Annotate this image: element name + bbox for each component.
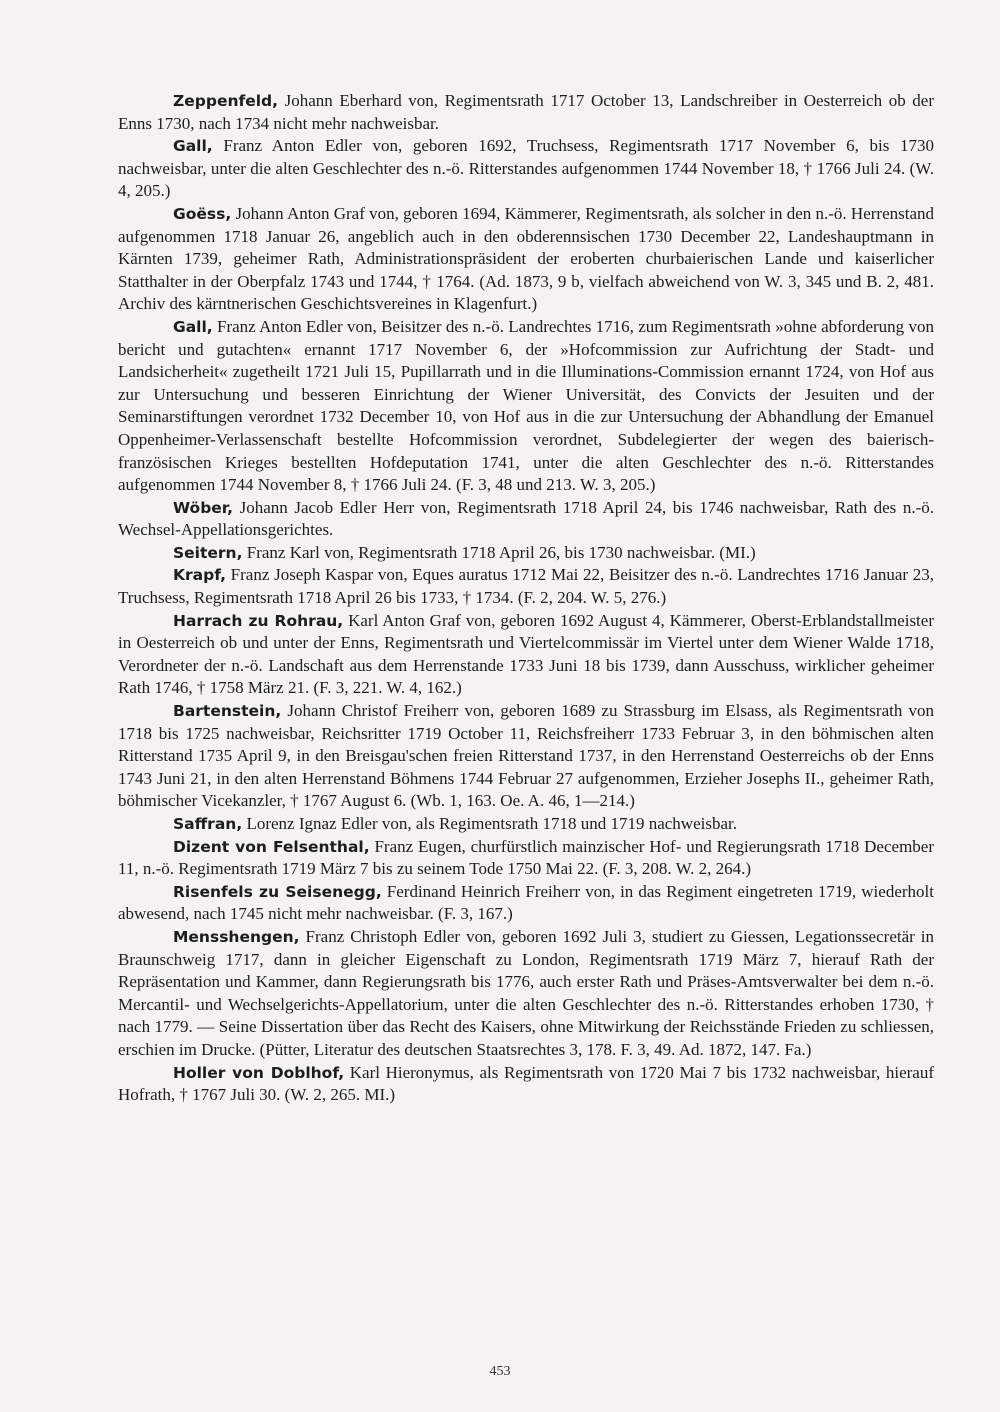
entry-text: Johann Christof Freiherr von, geboren 1689 zu Strassburg im Elsass, als Regimentsrath von 1718 bis 1725 nachweisbar, Reichsritter 1719 October 11, Reichsfreiherr 1733 Februar 3, in den böhmischen alten Ritterstand 1735 April 9, in den Breisgau'schen freien Ritterstand 1737, in den Herrenstand Oesterreichs ob der Enns 1743 Juni 21, in den alten Herrenstand Böhmens 1744 Februar 27 aufgenommen, Erzieher Josephs II., geheimer Rath, böhmischer Vicekanzler, † 1767 August 6. (Wb. 1, 163. Oe. A. 46, 1—214.): [118, 701, 934, 811]
entry-holler: [118, 1062, 934, 1107]
entry-name: Wöber,: [173, 498, 234, 517]
entry-name: Zeppenfeld,: [173, 92, 279, 110]
entry-text: Franz Joseph Kaspar von, Eques auratus 1712 Mai 22, Beisitzer des n.-ö. Landrechtes 1716 Januar 23, Truchsess, Regimentsrath 1718 April 26 bis 1733, † 1734. (F. 2, 204. W. 5, 276.): [118, 565, 934, 608]
entry-name: Dizent von Felsenthal,: [173, 837, 370, 856]
entry-name: Bartenstein,: [173, 702, 282, 721]
entry-name: Gall,: [173, 137, 213, 156]
entry-seitern: [118, 542, 934, 565]
entry-name: Harrach zu Rohrau,: [173, 611, 344, 630]
entry-text: Johann Anton Graf von, geboren 1694, Kämmerer, Regimentsrath, als solcher in den n.-ö. Herrenstand aufgenommen 1718 Januar 26, angeblich auch in den obderennsischen 1730 December 22, Landeshauptmann in Kärnten 1739, geheimer Rath, Administrationspräsident der eroberten churbaierischen Lande und kaiserlicher Statthalter in der Oberpfalz 1743 und 1744, † 1764. (Ad. 1873, 9 b, vielfach abweichend von W. 3, 345 und B. 2, 481. Archiv des kärntnerischen Geschichtsvereines in Klagenfurt.): [118, 203, 934, 314]
entry-text: Johann Eberhard von, Regimentsrath 1717 October 13, Landschreiber in Oesterreich ob der Enns 1730, nach 1734 nicht mehr nachweisbar.: [118, 91, 934, 133]
entry-text: Ferdinand Heinrich Freiherr von, in das Regiment eingetreten 1719, wiederholt abwesend, nach 1745 nicht mehr nachweisbar. (F. 3, 167.): [118, 881, 934, 924]
entry-harrach: [118, 610, 934, 700]
entry-text: Franz Eugen, churfürstlich mainzischer Hof- und Regierungsrath 1718 December 11, n.-ö. Regimentsrath 1719 März 7 bis zu seinem Tode 1750 Mai 22. (F. 3, 208. W. 2, 264.): [118, 836, 934, 879]
entry-name: Holler von Doblhof,: [173, 1063, 345, 1082]
entry-name: Goëss,: [173, 204, 232, 223]
entry-text: Karl Hieronymus, als Regimentsrath von 1720 Mai 7 bis 1732 nachweisbar, hierauf Hofrath, † 1767 Juli 30. (W. 2, 265. MI.): [118, 1062, 935, 1105]
entry-text: Karl Anton Graf von, geboren 1692 August 4, Kämmerer, Oberst-Erblandstallmeister in Oesterreich ob und unter der Enns, Regimentsrath und Viertelcommissär im Viertel unter dem Wiener Walde 1718, Verordneter der n.-ö. Landschaft aus dem Herrenstande 1733 Juni 18 bis 1739, dann Ausschuss, wirklicher geheimer Rath 1746, † 1758 März 21. (F. 3, 221. W. 4, 162.): [118, 610, 934, 698]
entry-krapf: [118, 564, 934, 609]
entry-bartenstein: [118, 700, 934, 813]
entry-name: Seitern,: [173, 543, 243, 562]
entry-text: Franz Christoph Edler von, geboren 1692 Juli 3, studiert zu Giessen, Legationssecretär in Braunschweig 1717, dann in gleicher Eigenschaft zu London, Regimentsrath 1719 März 7, hierauf Rath der Repräsentation und Kammer, dann Regierungsrath bis 1776, auch erster Rath und Präses-Amtsverwalter bei dem n.-ö. Mercantil- und Wechselgerichts-Appellatorium, unter die alten Geschlechter des n.-ö. Ritterstandes erhoben 1730, † nach 1779. — Seine Dissertation über das Recht des Kaisers, ohne Mitwirkung der Reichsstände Frieden zu schliessen, erschien im Drucke. (Pütter, Literatur des deutschen Staatsrechtes 3, 178. F. 3, 49. Ad. 1872, 147. Fa.): [118, 926, 934, 1059]
entry-text: Franz Anton Edler von, geboren 1692, Truchsess, Regimentsrath 1717 November 6, bis 1730 nachweisbar, unter die alten Geschlechter des n.-ö. Ritterstandes aufgenommen 1744 November 18, † 1766 Juli 24. (W. 4, 205.): [118, 136, 934, 201]
entries-list: [118, 90, 934, 1107]
entry-goess: [118, 203, 934, 316]
entry-risenfels: [118, 881, 934, 926]
entry-saffran: [118, 813, 934, 836]
entry-name: Mensshengen,: [173, 927, 300, 946]
entry-gall-2: [118, 316, 934, 497]
entry-name: Krapf,: [173, 566, 226, 585]
entry-text: Franz Karl von, Regimentsrath 1718 April 26, bis 1730 nachweisbar. (MI.): [242, 542, 756, 562]
entry-woeber: [118, 497, 934, 542]
entry-dizent: [118, 836, 934, 881]
entry-name: Risenfels zu Seisenegg,: [173, 882, 382, 901]
entry-zeppenfeld: [118, 90, 934, 135]
entry-name: Gall,: [173, 317, 213, 336]
entry-text: Lorenz Ignaz Edler von, als Regimentsrath 1718 und 1719 nachweisbar.: [242, 814, 737, 833]
entry-text: Franz Anton Edler von, Beisitzer des n.-ö. Landrechtes 1716, zum Regimentsrath »ohne abforderung von bericht und gutachten« ernannt 1717 November 6, der »Hofcommission zur Aufrichtung der Stadt- und Landsicherheit« zugetheilt 1721 Juli 15, Pupillarrath und in die Illuminations-Commission ernannt 1724, von Hof aus zur Untersuchung und besseren Einrichtung der Wiener Universität, des Convicts der Jesuiten und der Seminarstiftungen verordnet 1732 December 10, von Hof aus in die zur Untersuchung der Abhandlung der Emanuel Oppenheimer-Verlassenschaft bestellte Hofcommission verordnet, Subdelegierter der wegen des baierisch-französischen Krieges bestellten Hofdeputation 1741, unter die alten Geschlechter des n.-ö. Ritterstandes aufgenommen 1744 November 8, † 1766 Juli 24. (F. 3, 48 und 213. W. 3, 205.): [118, 316, 934, 495]
page-number: 453: [489, 1364, 511, 1379]
entry-text: Johann Jacob Edler Herr von, Regimentsrath 1718 April 24, bis 1746 nachweisbar, Rath des n.-ö. Wechsel-Appellationsgerichtes.: [118, 497, 934, 540]
entry-gall-1: [118, 135, 934, 203]
entry-name: Saffran,: [173, 815, 243, 833]
entry-mensshengen: [118, 926, 934, 1062]
